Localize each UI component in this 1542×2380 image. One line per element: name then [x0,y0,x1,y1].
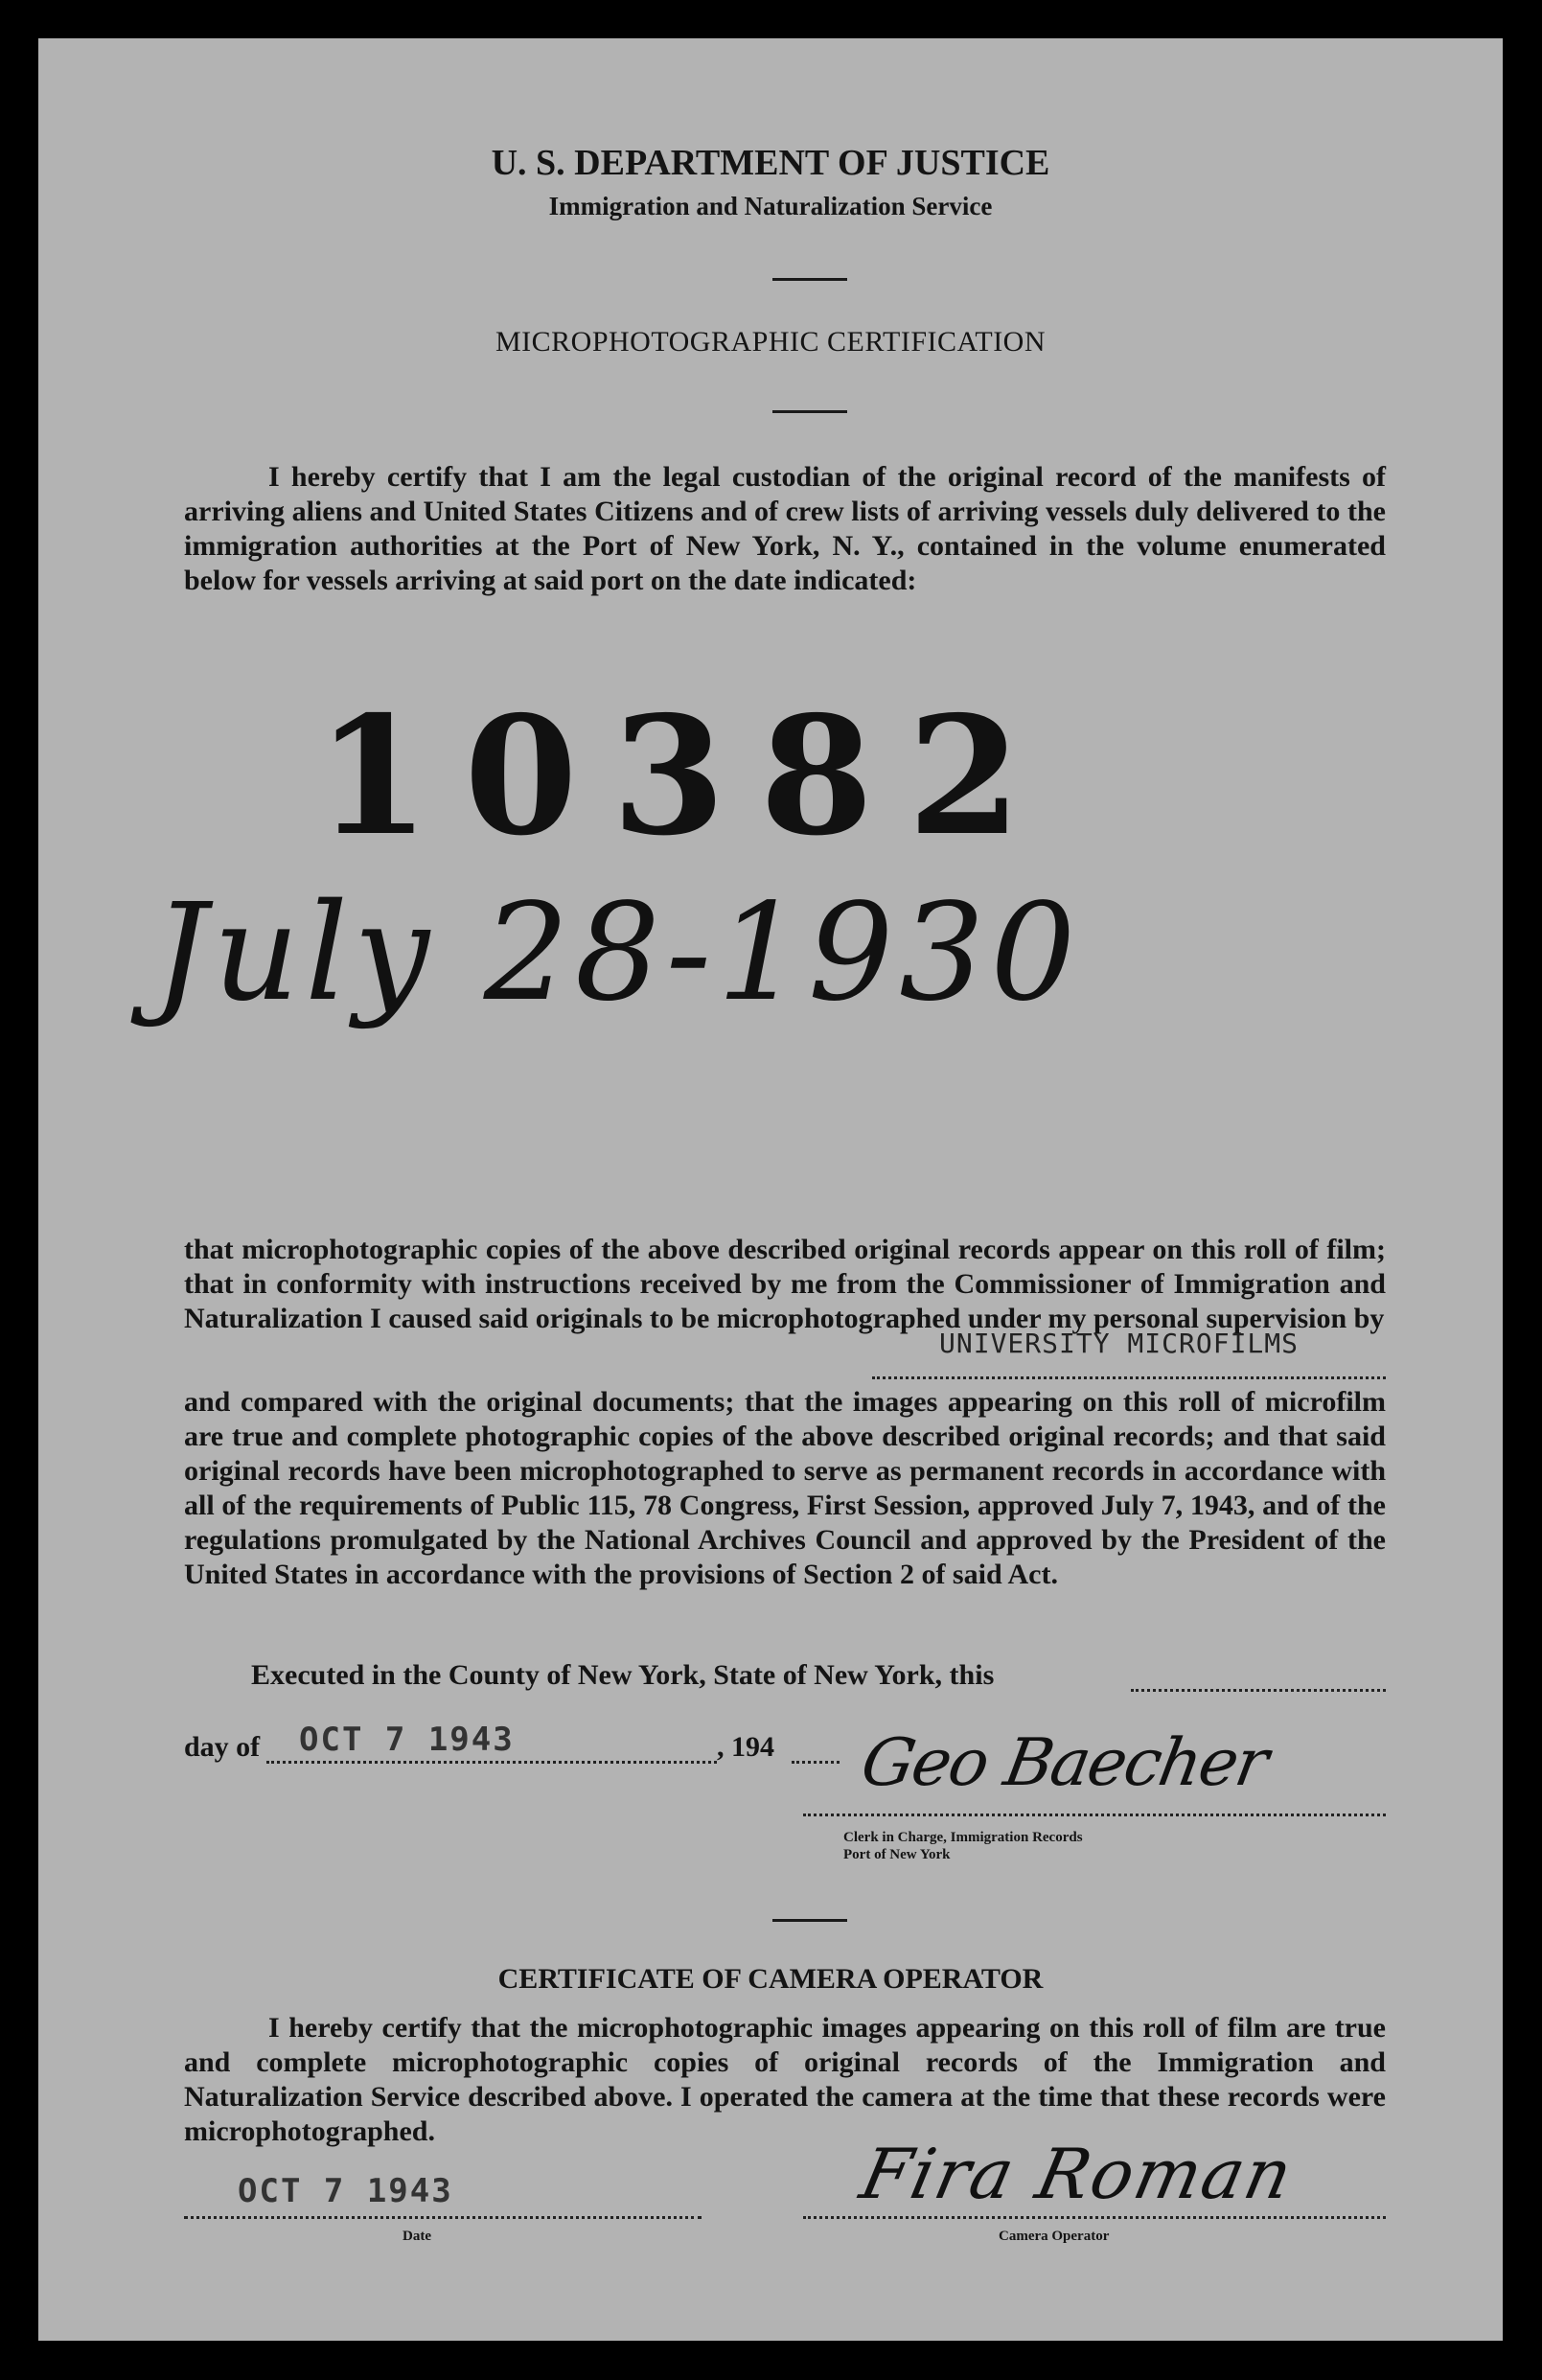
date-label: Date [403,2229,431,2244]
intro-paragraph: I hereby certify that I am the legal custodian of the original record of the manifests of arriving aliens and United States Citizens and of crew lists of arriving vessels duly delivered to the immigration authorities at the Port of New York, N. Y., contained in the volume enumerated below for vessels arriving at said port on the date indicated: [184,461,1386,596]
operator-signature-line [803,2216,1386,2219]
camera-certificate-title: CERTIFICATE OF CAMERA OPERATOR [497,1963,1044,1995]
camera-certificate-text: I hereby certify that the microphotographic images appearing on this roll of film are true and complete microphotographic copies of original records of the Immigration and Naturalization Service described above. I operated the camera at the time that these records were microphotographed. [184,2012,1386,2147]
stamped-execution-date: OCT 7 1943 [299,1721,515,1759]
execution-day-line [1131,1689,1386,1692]
stamped-camera-date: OCT 7 1943 [238,2172,453,2210]
supervisor-name-line [872,1376,1386,1379]
divider [772,410,847,413]
divider [772,278,847,281]
operator-signature: Fira Roman [854,2134,1301,2214]
year-line [792,1761,840,1764]
camera-date-line [184,2216,702,2219]
divider [772,1919,847,1922]
agency-title: U. S. DEPARTMENT OF JUSTICE [491,143,1050,183]
handwritten-date: July 28-1930 [153,875,1082,1031]
day-of-line [266,1761,717,1764]
handwritten-volume-number: 10382 [316,681,1056,872]
operator-label: Camera Operator [999,2229,1110,2244]
clerk-port: Port of New York [843,1847,951,1862]
year-prefix: , 194 [717,1731,774,1763]
service-subtitle: Immigration and Naturalization Service [548,192,993,220]
body-paragraph-part2: and compared with the original documents; that the images appearing on this roll of microfilm are true and complete photographic copies of the above described original records; and that said original records have been microphotographed to serve as permanent records in accordance with all of the requirements of Public 115, 78 Congress, First Session, approved July 7, 1943, and of the regulations promulgated by the National Archives Council and approved by the President of the United States in accordance with the provisions of Section 2 of said Act. [184,1386,1386,1590]
clerk-signature-line [803,1814,1386,1816]
clerk-title: Clerk in Charge, Immigration Records [843,1830,1083,1845]
clerk-signature: Geo Baecher [856,1725,1273,1801]
day-of-label: day of [184,1731,261,1763]
certificate-page [38,38,1503,2341]
form-title: MICROPHOTOGRAPHIC CERTIFICATION [495,326,1047,358]
typed-company-name: UNIVERSITY MICROFILMS [939,1328,1300,1359]
body-paragraph-part1: that microphotographic copies of the above described original records appear on this roll of film; that in conformity with instructions received by me from the Commissioner of Immigration and Naturalization I caused said originals to be microphotographed under my personal supervision by [184,1234,1386,1334]
execution-statement: Executed in the County of New York, State of New York, this [251,1659,995,1691]
